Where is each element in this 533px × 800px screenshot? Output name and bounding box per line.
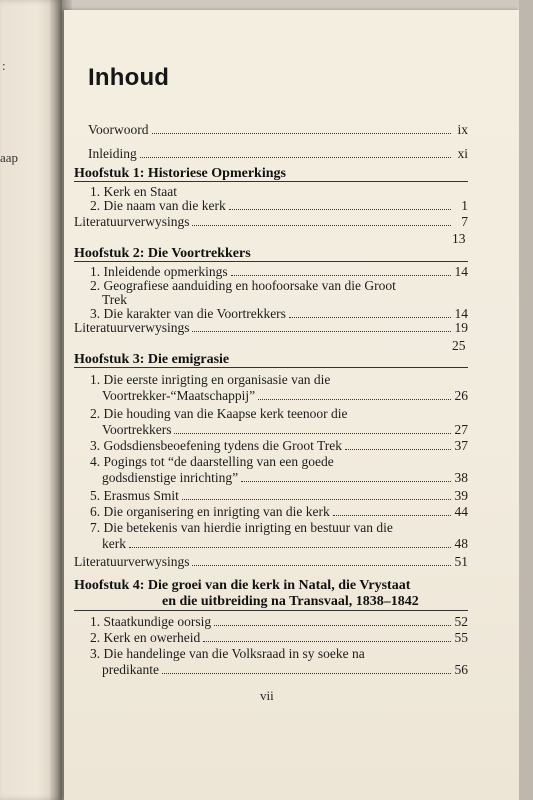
toc-entry [90, 422, 468, 437]
dot-leader [192, 225, 451, 226]
dot-leader [289, 317, 451, 318]
toc-entry [90, 278, 468, 293]
toc-entry-text: Literatuurverwysings [74, 554, 190, 569]
toc-entry-continuation: predikante [102, 662, 159, 677]
dot-leader [162, 673, 451, 674]
toc-entry-text: 1. Kerk en Staat [90, 184, 177, 199]
dot-leader [258, 399, 451, 400]
toc-page-number: 37 [454, 438, 468, 453]
toc-page-number: 56 [454, 662, 468, 677]
toc-page-number: 25 [452, 338, 466, 353]
toc-entry-text: 2. Geografiese aanduiding en hoofoorsake van die Groot [90, 278, 396, 293]
toc-entry-text: 4. Pogings tot “de daarstelling van een goede [90, 454, 334, 469]
toc-entry [90, 306, 468, 321]
chapter-heading: Hoofstuk 3: Die emigrasie [74, 352, 230, 367]
toc-entry [74, 214, 468, 229]
toc-entry-text: 2. Kerk en owerheid [90, 630, 201, 645]
facing-page-text: : [2, 58, 6, 73]
toc-entry-continuation: Voortrekker-“Maatschappij” [102, 388, 256, 403]
dot-leader [140, 157, 451, 158]
toc-entry-continuation: Voortrekkers [102, 422, 172, 437]
toc-entry-text: 1. Die eerste inrigting en organisasie van die [90, 372, 331, 387]
chapter-heading-continuation: en die uitbreiding na Transvaal, 1838–1842 [162, 594, 419, 609]
dot-leader [192, 331, 451, 332]
toc-entry [90, 406, 468, 421]
heading-rule [74, 261, 468, 262]
dot-leader [182, 499, 451, 500]
toc-page-number: 27 [454, 422, 468, 437]
dot-leader [152, 133, 452, 134]
page-edge [519, 0, 533, 800]
toc-entry [90, 630, 468, 645]
toc-page-number: 14 [454, 264, 468, 279]
toc-entry [90, 184, 468, 199]
toc-entry [90, 198, 468, 213]
dot-leader [231, 275, 451, 276]
dot-leader [241, 481, 451, 482]
toc-entry-text: 7. Die betekenis van hierdie inrigting en bestuur van die [90, 520, 393, 535]
toc-entry-text: Inleiding [88, 146, 137, 161]
toc-entry-text: 3. Godsdiensbeoefening tydens die Groot Trek [90, 438, 342, 453]
page-title: Inhoud [88, 64, 170, 91]
toc-entry-continuation: kerk [102, 536, 126, 551]
dot-leader [174, 433, 451, 434]
toc-entry-text: Voorwoord [88, 122, 149, 137]
toc-entry-text: Literatuurverwysings [74, 214, 190, 229]
dot-leader [345, 449, 451, 450]
toc-page-number: 13 [452, 231, 466, 246]
toc-entry [90, 614, 468, 629]
facing-page-text: aap [0, 150, 19, 165]
dot-leader [333, 515, 451, 516]
toc-entry [88, 146, 468, 161]
toc-entry-text: 2. Die houding van die Kaapse kerk teenoor die [90, 406, 348, 421]
chapter-heading: Hoofstuk 4: Die groei van die kerk in Natal, die Vrystaat [74, 578, 411, 593]
heading-rule [74, 181, 468, 182]
toc-entry [74, 320, 468, 335]
toc-entry [88, 122, 468, 137]
toc-page-number: 39 [454, 488, 468, 503]
toc-entry-text: 5. Erasmus Smit [90, 488, 179, 503]
toc-entry [90, 454, 468, 469]
toc-entry [90, 520, 468, 535]
toc-entry [74, 554, 468, 569]
dot-leader [229, 209, 451, 210]
toc-entry-text: 2. Die naam van die kerk [90, 198, 226, 213]
toc-page-number: 26 [454, 388, 468, 403]
toc-page-number: ix [457, 122, 468, 137]
toc-entry [90, 264, 468, 279]
toc-page-number: 48 [454, 536, 468, 551]
toc-page-number: 44 [454, 504, 468, 519]
dot-leader [203, 641, 451, 642]
toc-entry-text: 6. Die organisering en inrigting van die kerk [90, 504, 330, 519]
toc-entry [90, 646, 468, 661]
toc-entry-text: 1. Inleidende opmerkings [90, 264, 228, 279]
toc-page-number: 38 [454, 470, 468, 485]
toc-page-number: 55 [454, 630, 468, 645]
toc-entry [90, 662, 468, 677]
toc-entry [90, 438, 468, 453]
dot-leader [192, 565, 451, 566]
toc-entry [90, 536, 468, 551]
toc-entry-text: Literatuurverwysings [74, 320, 190, 335]
dot-leader [129, 547, 451, 548]
toc-entry-text: 3. Die handelinge van die Volksraad in sy soeke na [90, 646, 365, 661]
toc-entry-continuation: godsdienstige inrichting” [102, 470, 239, 485]
heading-rule [74, 610, 468, 611]
heading-rule [74, 367, 468, 368]
toc-page-number: 14 [454, 306, 468, 321]
chapter-heading: Hoofstuk 1: Historiese Opmerkings [74, 166, 286, 181]
toc-page-number: 19 [454, 320, 468, 335]
toc-page-number: xi [457, 146, 468, 161]
toc-page-number: 52 [454, 614, 468, 629]
toc-page-number: 7 [461, 214, 468, 229]
chapter-heading: Hoofstuk 2: Die Voortrekkers [74, 246, 251, 261]
toc-entry [90, 488, 468, 503]
toc-entry [90, 388, 468, 403]
toc-entry-text: 3. Die karakter van die Voortrekkers [90, 306, 286, 321]
toc-page-number: 1 [461, 198, 468, 213]
toc-entry-continuation: Trek [102, 292, 128, 307]
toc-page-number: 51 [454, 554, 468, 569]
toc-entry [90, 470, 468, 485]
toc-entry [90, 372, 468, 387]
page-folio: vii [260, 688, 274, 703]
toc-entry [90, 504, 468, 519]
toc-entry-text: 1. Staatkundige oorsig [90, 614, 212, 629]
dot-leader [214, 625, 451, 626]
